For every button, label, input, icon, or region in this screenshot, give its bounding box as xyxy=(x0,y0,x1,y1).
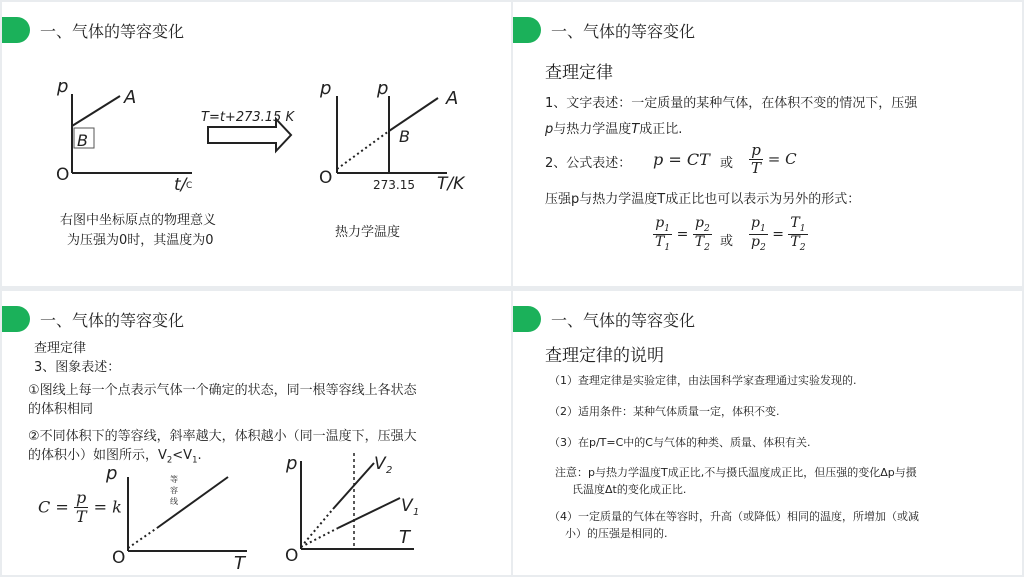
slide-heading: 查理定律 xyxy=(545,63,613,83)
graphA-isochore xyxy=(157,477,228,528)
item-3-label: 3、图象表述： xyxy=(34,360,121,375)
graphA-label-1: 等 xyxy=(170,475,178,484)
caption-right: 热力学温度 xyxy=(335,225,401,240)
accent-marker xyxy=(513,17,541,43)
slide-4 xyxy=(513,291,1022,575)
graphB-p-label: p xyxy=(286,453,298,474)
graphA-origin: O xyxy=(112,548,126,568)
graph2-tick-label: 273.15 xyxy=(373,178,415,192)
slide-2 xyxy=(513,2,1022,286)
conversion-formula: T=t+273.15 K xyxy=(201,110,294,125)
alternative-form-text: 压强p与热力学温度T成正比也可以表示为另外的形式： xyxy=(545,192,861,207)
graph1-c-unit: C xyxy=(186,181,193,191)
formula-ratio-2: $\frac{p_1}{p_2}$ = $\frac{T_1}{T_2}$ xyxy=(751,215,806,253)
note-item-4-line1: （4）一定质量的气体在等容时，升高（或降低）相同的温度，所增加（或减 xyxy=(549,510,919,523)
note-item-3: （3）在p/T=C中的C与气体的种类、质量、体积有关. xyxy=(549,436,811,449)
formula-p-over-t: $\frac{p}{T}$ = C xyxy=(751,141,797,177)
slide-3 xyxy=(2,291,511,575)
attention-line2: 氏温度Δt的变化成正比. xyxy=(572,483,687,496)
graph2-line xyxy=(389,98,438,131)
graphB-v2-label: V xyxy=(374,454,386,474)
accent-marker xyxy=(513,306,541,332)
point-1-line1: ①图线上每一个点表示气体一个确定的状态，同一根等容线上各状态 xyxy=(28,383,417,398)
text-description-line2: p与热力学温度T成正比. xyxy=(545,122,683,137)
slide-title: 一、气体的等容变化 xyxy=(551,311,696,330)
graph2-a-label: A xyxy=(446,88,459,109)
graph2-b-label: B xyxy=(399,127,410,146)
graphB-v1-label: V xyxy=(401,496,413,516)
graph2-origin: O xyxy=(319,168,333,188)
graph2-extrapolation xyxy=(337,131,389,169)
graph1-p-label: p xyxy=(57,76,69,97)
or-label-1: 或 xyxy=(720,156,734,171)
graph2-p-label-1: p xyxy=(320,78,332,99)
formula-c-equals-k: C = $\frac{p}{T}$ = k xyxy=(38,488,122,526)
point-2-line1: ②不同体积下的等容线，斜率越大，体积越小（同一温度下，压强大 xyxy=(28,429,417,444)
graphB-v1-sub: 1 xyxy=(413,507,420,518)
formula-label: 2、公式表述： xyxy=(545,156,632,171)
caption-left-line1: 右图中坐标原点的物理意义 xyxy=(60,213,217,228)
graph1-line xyxy=(72,96,120,126)
graphB-t-label: T xyxy=(399,527,410,548)
slide-title: 一、气体的等容变化 xyxy=(40,22,185,41)
graph1-a-label: A xyxy=(124,87,137,108)
slide-heading: 查理定律 xyxy=(34,341,87,356)
graph1-origin: O xyxy=(56,165,70,185)
point-2-line2: 的体积小）如图所示，$V_2<V_1$. xyxy=(28,448,202,465)
caption-left-line2: 为压强为0时，其温度为0 xyxy=(67,233,214,248)
slide-heading: 查理定律的说明 xyxy=(545,346,664,366)
slide-1 xyxy=(2,2,511,286)
text-description-line1: 1、文字表述：一定质量的某种气体，在体积不变的情况下，压强 xyxy=(545,96,918,111)
graph1-t-label: t/ xyxy=(174,175,187,195)
graphB-origin: O xyxy=(285,546,299,566)
point-1-line2: 的体积相同 xyxy=(28,402,94,417)
graphA-label-2: 容 xyxy=(170,486,178,495)
graph1-b-label: B xyxy=(77,131,88,150)
graphA-extrapolation xyxy=(128,528,157,548)
graphA-p-label: p xyxy=(106,463,118,484)
note-item-2: （2）适用条件：某种气体质量一定，体积不变. xyxy=(549,405,780,418)
or-label-2: 或 xyxy=(720,234,734,249)
graphB-v2-extrapolation xyxy=(301,509,333,547)
note-item-4-line2: 小）的压强是相同的. xyxy=(565,527,668,540)
attention-line1: 注意：p与热力学温度T成正比,不与摄氏温度成正比，但压强的变化Δp与摄 xyxy=(555,466,917,479)
graph2-p-label-2: p xyxy=(377,78,389,99)
graph2-t-label: T/K xyxy=(437,174,465,194)
isochore-graphs xyxy=(2,291,511,575)
graphB-v1-line xyxy=(338,498,400,528)
note-item-1: （1）查理定律是实验定律，由法国科学家查理通过实验发现的. xyxy=(549,374,857,387)
slide-title: 一、气体的等容变化 xyxy=(40,311,185,330)
graphB-v1-extrapolation xyxy=(301,528,338,547)
slide-title: 一、气体的等容变化 xyxy=(551,22,696,41)
formula-ratio-1: $\frac{p_1}{T_1}$ = $\frac{p_2}{T_2}$ xyxy=(655,215,710,253)
formula-p-ct: p = CT xyxy=(653,150,710,169)
graphB-v2-sub: 2 xyxy=(386,465,393,476)
graphA-label-3: 线 xyxy=(170,497,178,506)
graphA-t-label: T xyxy=(234,553,245,574)
